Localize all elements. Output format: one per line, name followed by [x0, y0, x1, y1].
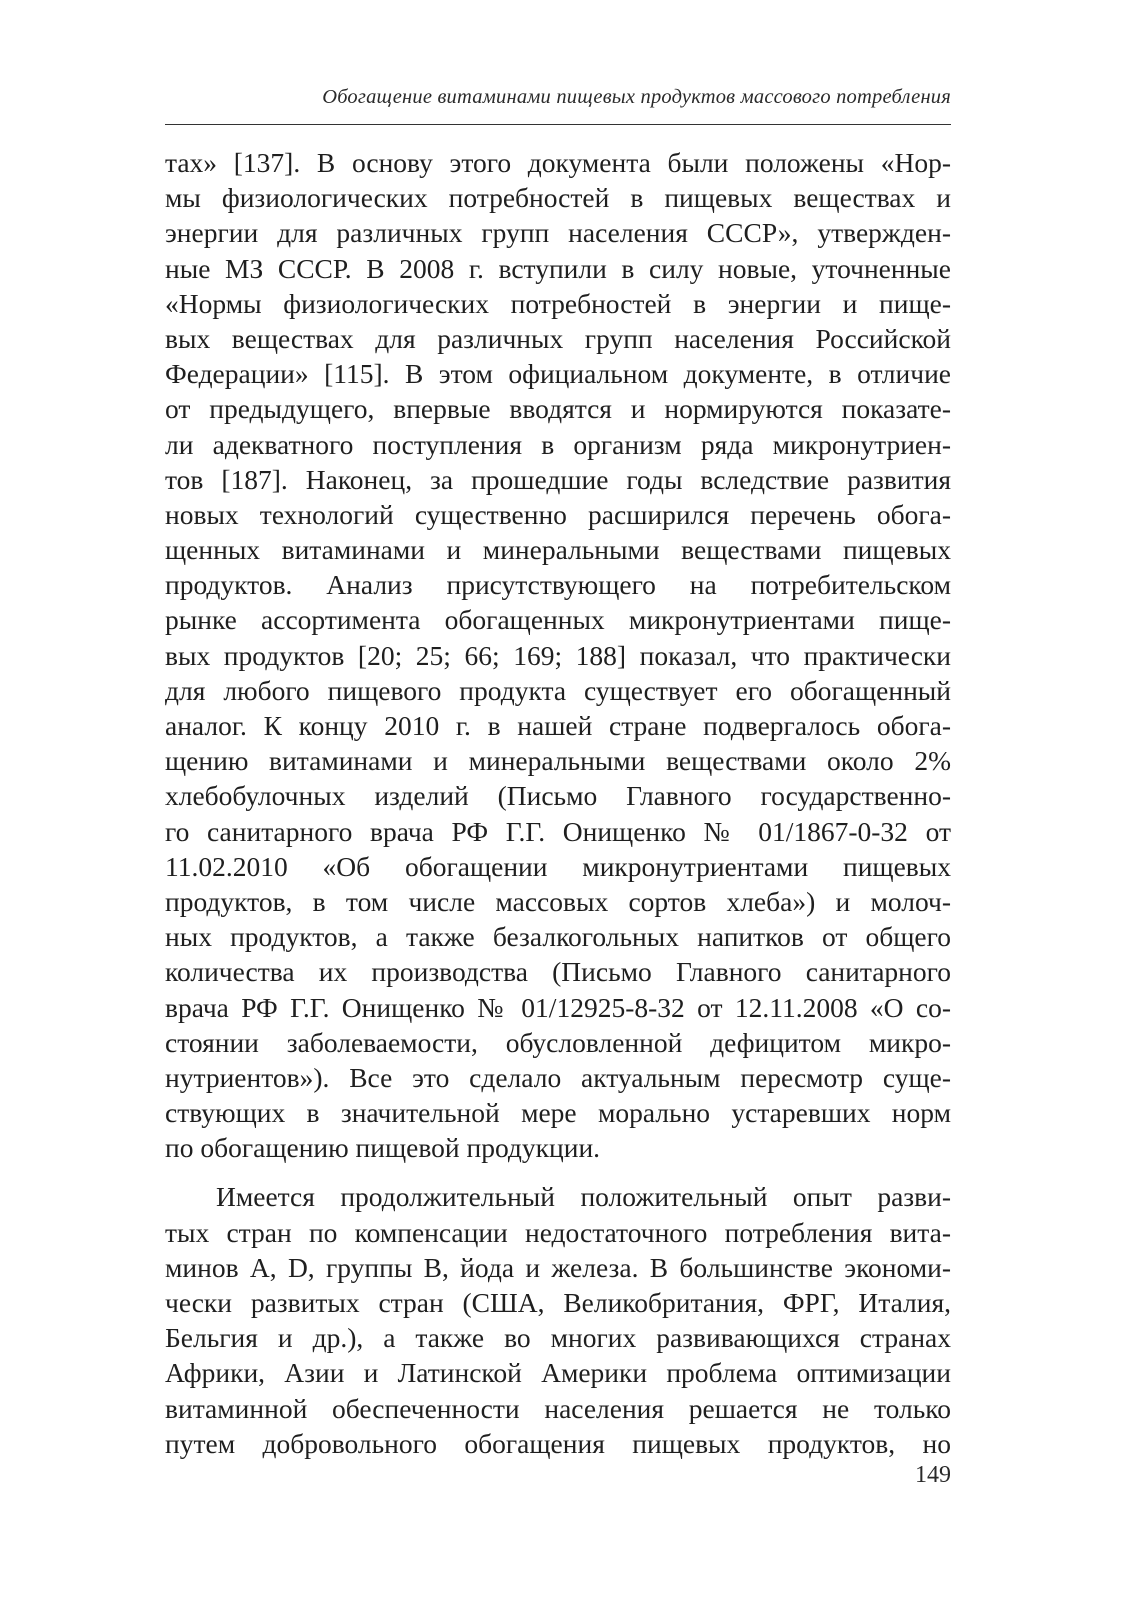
text-line: путем добровольного обогащения пищевых продуктов, но — [165, 1427, 951, 1459]
text-line: хлебобулочных изделий (Письмо Главного государственно- — [165, 780, 951, 812]
paragraph-gap — [165, 1165, 951, 1179]
text-line: новых технологий существенно расширился перечень обога- — [165, 498, 951, 530]
text-line: тых стран по компенсации недостаточного потребления вита- — [165, 1216, 951, 1248]
text-line: аналог. К концу 2010 г. в нашей стране подвергалось обога- — [165, 710, 951, 741]
paragraph-1 — [165, 145, 951, 1165]
text-line: Африки, Азии и Латинской Америки проблема оптимизации — [165, 1357, 951, 1389]
text-line: чески развитых стран (США, Великобритания, ФРГ, Италия, — [165, 1287, 951, 1318]
text-line: рынке ассортимента обогащенных микронутриентами пище- — [165, 604, 951, 636]
text-line: для любого пищевого продукта существует его обогащенный — [165, 674, 951, 706]
text-line: «Нормы физиологических потребностей в энергии и пище- — [165, 287, 951, 319]
paragraph-2 — [165, 1179, 951, 1461]
text-line: Федерации» [115]. В этом официальном документе, в отличие — [165, 358, 951, 390]
text-line: врача РФ Г.Г. Онищенко № 01/12925-8-32 от 12.11.2008 «О со- — [165, 991, 951, 1023]
text-line: продуктов. Анализ присутствующего на потребительском — [165, 569, 951, 601]
text-line: ли адекватного поступления в организм ряда микронутриен- — [165, 428, 951, 460]
text-line: ствующих в значительной мере морально устаревших норм — [165, 1097, 951, 1129]
text-line: тах» [137]. В основу этого документа были положены «Нор- — [165, 147, 951, 178]
text-line: по обогащению пищевой продукции. — [165, 1132, 601, 1164]
text-line: ные МЗ СССР. В 2008 г. вступили в силу новые, уточненные — [165, 252, 951, 284]
text-line: Имеется продолжительный положительный опыт разви- — [216, 1181, 951, 1213]
body-text — [165, 145, 951, 1461]
text-line: мы физиологических потребностей в пищевых веществах и — [165, 182, 951, 214]
text-line: тов [187]. Наконец, за прошедшие годы вследствие развития — [165, 463, 951, 495]
text-line: вых веществах для различных групп населения Российской — [165, 322, 951, 354]
text-line: го санитарного врача РФ Г.Г. Онищенко № 01/1867-0-32 от — [165, 815, 951, 847]
text-line: витаминной обеспеченности населения решается не только — [165, 1392, 951, 1424]
text-line: вых продуктов [20; 25; 66; 169; 188] показал, что практически — [165, 639, 951, 671]
text-line: нутриентов»). Все это сделало актуальным пересмотр суще- — [165, 1061, 951, 1093]
page-number: 149 — [915, 1462, 951, 1488]
text-line: стоянии заболеваемости, обусловленной дефицитом микро- — [165, 1026, 951, 1058]
text-line: щенных витаминами и минеральными веществами пищевых — [165, 534, 951, 566]
text-line: Бельгия и др.), а также во многих развивающихся странах — [165, 1322, 951, 1354]
header-divider — [165, 124, 951, 125]
text-line: щению витаминами и минеральными веществами около 2% — [165, 745, 951, 777]
text-line: 11.02.2010 «Об обогащении микронутриентами пищевых — [165, 850, 951, 882]
text-line: ных продуктов, а также безалкогольных напитков от общего — [165, 921, 951, 953]
text-line: минов А, D, группы В, йода и железа. В большинстве экономи- — [165, 1251, 951, 1283]
running-head: Обогащение витаминами пищевых продуктов массового потребления — [322, 86, 951, 108]
text-line: энергии для различных групп населения СССР», утвержден- — [165, 217, 951, 249]
text-line: от предыдущего, впервые вводятся и нормируются показате- — [165, 393, 951, 425]
text-line: количества их производства (Письмо Главного санитарного — [165, 956, 951, 988]
text-line: продуктов, в том числе массовых сортов хлеба») и молоч- — [165, 885, 951, 917]
